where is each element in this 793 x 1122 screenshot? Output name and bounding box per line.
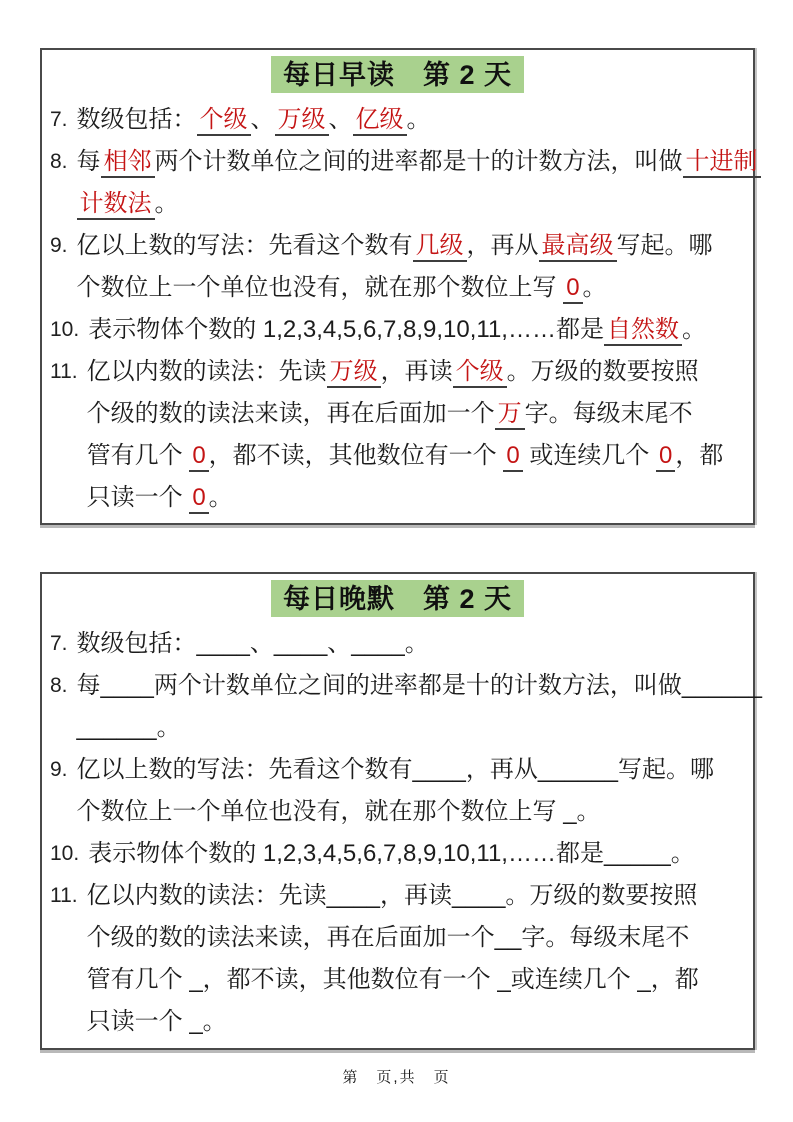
list-item [50, 665, 762, 749]
text-run: 。 [670, 840, 695, 867]
section-title: 每日晚默 第 2 天 [271, 580, 524, 617]
item-number: 7. [50, 632, 68, 655]
answer-text: 几级 [413, 232, 467, 262]
text-run: 。 [576, 798, 601, 825]
section-title: 每日早读 第 2 天 [271, 56, 524, 93]
blank-line: _ [497, 966, 511, 993]
blank-line: _ [189, 1008, 203, 1035]
answer-text: 0 [503, 442, 522, 472]
text-run: 表示物体个数的 1,2,3,4,5,6,7,8,9,10,11,……都是 [88, 840, 604, 867]
item-list [50, 623, 762, 1043]
text-run: 数级包括： [76, 106, 197, 133]
item-number: 10. [50, 842, 80, 865]
blank-line: ____ [452, 882, 506, 909]
text-run: 每 [76, 148, 101, 175]
text-run: ，都不读，其他数位有一个 [202, 966, 498, 993]
text-line [77, 99, 745, 141]
text-run: 写起。哪 [616, 232, 713, 259]
text-line [87, 393, 745, 435]
answer-text: 万级 [275, 106, 329, 136]
text-run: 。万级的数要按照 [505, 882, 698, 909]
text-run: 只读一个 [86, 484, 190, 511]
blank-line: ____ [196, 630, 250, 657]
section-title-row [50, 580, 745, 620]
list-item [50, 309, 745, 351]
text-run: ，都 [675, 442, 724, 469]
text-line [87, 435, 745, 477]
answer-text: 个级 [453, 358, 507, 388]
list-item [50, 875, 745, 1043]
item-content [77, 623, 745, 665]
answer-text: 0 [189, 442, 208, 472]
text-run: 数级包括： [76, 630, 197, 657]
blank-line: ____ [412, 756, 466, 783]
answer-text: 计数法 [77, 190, 155, 220]
answer-text: 0 [189, 484, 208, 514]
text-run: 。 [406, 106, 431, 133]
text-line [77, 183, 745, 225]
text-line [76, 665, 762, 707]
text-line [88, 833, 745, 875]
text-run: 管有几个 [86, 442, 190, 469]
text-line [77, 791, 745, 833]
answer-text: 自然数 [604, 316, 682, 346]
item-number: 9. [50, 234, 68, 257]
morning-reading-card [40, 48, 758, 525]
item-list [50, 99, 758, 519]
text-line [88, 309, 745, 351]
blank-line: ______ [537, 756, 618, 783]
text-run: 亿以上数的写法：先看这个数有 [76, 232, 413, 259]
text-run: 字。每级末尾不 [521, 924, 690, 951]
list-item [50, 141, 758, 225]
text-run: 。 [154, 190, 179, 217]
text-run: 、 [327, 630, 352, 657]
item-content [88, 833, 745, 875]
list-item [50, 833, 745, 875]
text-run: ，再读 [380, 358, 453, 385]
text-run: 两个计数单位之间的进率都是十的计数方法，叫做 [153, 672, 682, 699]
text-run: 个级的数的读法来读，再在后面加一个 [86, 924, 495, 951]
blank-line: ____ [326, 882, 381, 909]
blank-line: ____ [273, 630, 328, 657]
blank-line: _ [637, 966, 651, 993]
text-run: 。万级的数要按照 [506, 358, 699, 385]
blank-line: _ [563, 798, 577, 825]
list-item [50, 749, 745, 833]
text-run: 。 [202, 1008, 227, 1035]
item-number: 8. [50, 150, 68, 173]
text-run: 、 [250, 106, 275, 133]
text-run: 个数位上一个单位也没有，就在那个数位上写 [76, 798, 564, 825]
page-footer: 第 页,共 页 [342, 1069, 451, 1086]
text-line [77, 623, 745, 665]
text-line [87, 875, 745, 917]
text-run: ，再从 [466, 232, 539, 259]
item-content [76, 141, 758, 225]
text-run: 个数位上一个单位也没有，就在那个数位上写 [76, 274, 564, 301]
section-title-row [50, 56, 745, 96]
text-line [87, 1001, 745, 1043]
answer-text: 最高级 [539, 232, 617, 262]
text-run: 两个计数单位之间的进率都是十的计数方法，叫做 [154, 148, 683, 175]
list-item [50, 225, 745, 309]
text-run: 。 [156, 714, 181, 741]
item-number: 10. [50, 318, 80, 341]
text-line [77, 749, 745, 791]
evening-recitation-card [40, 572, 762, 1050]
answer-text: 0 [563, 274, 582, 304]
item-number: 9. [50, 758, 68, 781]
text-line [77, 707, 745, 749]
text-run: 、 [249, 630, 274, 657]
blank-line: _____ [603, 840, 671, 867]
text-line [87, 959, 745, 1001]
text-run: 或连续几个 [510, 966, 638, 993]
text-run: 。 [681, 316, 706, 343]
text-run: 亿以上数的写法：先看这个数有 [76, 756, 413, 783]
item-content [87, 351, 745, 519]
text-run: 表示物体个数的 1,2,3,4,5,6,7,8,9,10,11,……都是 [88, 316, 604, 343]
text-run: 个级的数的读法来读，再在后面加一个 [86, 400, 495, 427]
blank-line: ______ [681, 672, 762, 699]
item-number: 8. [50, 674, 68, 697]
text-run: 写起。哪 [618, 756, 714, 783]
blank-line: ______ [76, 714, 157, 741]
text-line [87, 917, 745, 959]
blank-line: ____ [100, 672, 154, 699]
list-item [50, 99, 745, 141]
answer-text: 十进制 [683, 148, 761, 178]
text-run: 、 [328, 106, 353, 133]
text-run: 或连续几个 [522, 442, 657, 469]
text-run: 亿以内数的读法：先读 [86, 882, 327, 909]
list-item [50, 623, 745, 665]
answer-text: 万级 [327, 358, 381, 388]
text-line [76, 141, 758, 183]
text-run: 字。每级末尾不 [524, 400, 693, 427]
text-run: ，再读 [380, 882, 453, 909]
item-content [77, 99, 745, 141]
answer-text: 万 [495, 400, 525, 430]
answer-text: 个级 [197, 106, 251, 136]
item-content [87, 875, 745, 1043]
text-run: ，都 [650, 966, 699, 993]
text-line [87, 477, 745, 519]
item-content [88, 309, 745, 351]
item-number: 11. [50, 884, 78, 907]
text-run: 。 [208, 484, 233, 511]
text-run: ，都不读，其他数位有一个 [208, 442, 504, 469]
answer-text: 亿级 [353, 106, 407, 136]
answer-text: 相邻 [101, 148, 155, 178]
item-number: 7. [50, 108, 68, 131]
text-run: 亿以内数的读法：先读 [86, 358, 327, 385]
list-item [50, 351, 745, 519]
text-run: 管有几个 [86, 966, 190, 993]
text-run: ，再从 [465, 756, 538, 783]
text-run: 。 [582, 274, 607, 301]
item-number: 11. [50, 360, 78, 383]
text-line [77, 225, 745, 267]
text-run: 。 [404, 630, 429, 657]
item-content [76, 665, 762, 749]
text-run: 每 [76, 672, 101, 699]
blank-line: _ [189, 966, 203, 993]
item-content [77, 749, 745, 833]
blank-line: ____ [351, 630, 405, 657]
text-line [77, 267, 745, 309]
blank-line: __ [494, 924, 522, 951]
text-run: 只读一个 [86, 1008, 190, 1035]
item-content [77, 225, 745, 309]
text-line [87, 351, 745, 393]
answer-text: 0 [656, 442, 675, 472]
